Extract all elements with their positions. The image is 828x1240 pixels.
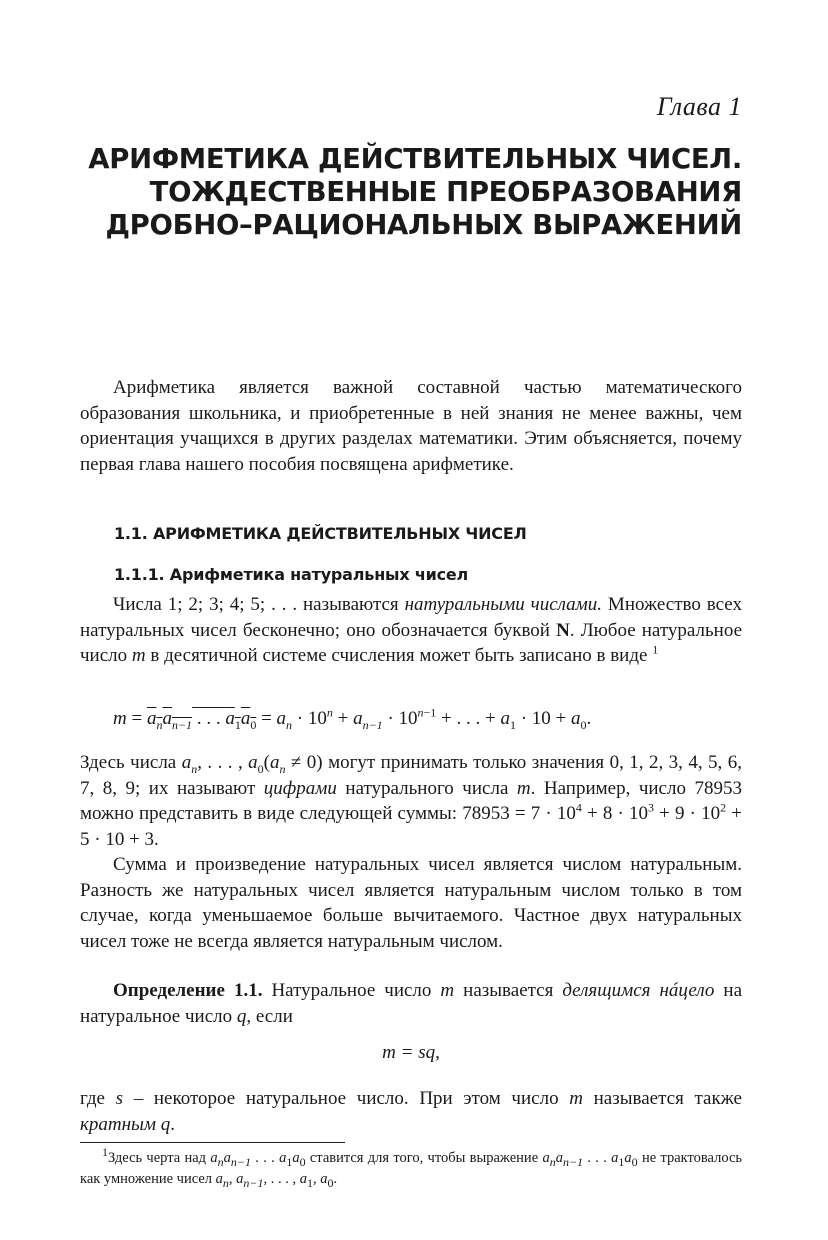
definition-label: Определение 1.1. <box>113 980 263 1001</box>
intro-paragraph: Арифметика является важной составной частью математического образования школьника, и приобретенные в ней знания не менее важны, чем ориентация учащихся в других разделах математики. Этим объясняется, почему первая глава нашего пособия посвящена арифметике. <box>80 377 742 475</box>
paragraph-digits: Здесь числа $a_n$, . . . , $a_0(a_n \ne 0)$ могут принимать только значения 0, 1, 2, 3, 4, 5, 6, 7, 8, 9; их называют цифрами натурального числа m. Например, число 78953 можно представить в виде следующей суммы: $78953 = 7 \cdot 10^4 + 8 \cdot 10^3 + 9 \cdot 10^2 + 5 \cdot 10 + 3$. <box>80 752 743 850</box>
exponent: 2 <box>720 800 727 815</box>
decimal-expansion-formula: $m = a_na_{n-1}$ . . . $a_1a_0 = a_n \cdot 10^n + a_{n-1} \cdot 10^{n-1}$ + . . . + $a_1 \cdot 10 + a_0$. <box>113 705 592 732</box>
text: , если <box>246 1005 293 1027</box>
footnote-rule <box>80 1142 345 1143</box>
text: + 5 · 10 + 3. <box>80 803 743 850</box>
set-symbol: N <box>556 619 570 641</box>
var-m: m <box>516 777 531 799</box>
text: Числа 1; 2; 3; 4; 5; . . . называются <box>113 594 405 615</box>
emphasis: кратным <box>80 1113 157 1135</box>
text: Здесь черта над <box>108 1150 211 1166</box>
chapter-label: Глава 1 <box>656 92 742 121</box>
text: на натуральное число <box>80 980 742 1027</box>
chapter-title <box>80 143 742 242</box>
text: . <box>170 1113 176 1135</box>
text: в десятичной системе счисления может быть записано в виде <box>145 645 653 666</box>
text: могут принимать только значения 0, 1, 2, 3, 4, 5, 6, 7, 8, 9; их называют <box>80 752 742 799</box>
text: – некоторое натуральное число. При этом число <box>123 1088 570 1109</box>
text: натурального числа <box>336 777 517 799</box>
paragraph-natural-numbers <box>80 592 742 669</box>
emphasis: цифрами <box>263 777 337 799</box>
text: Натуральное число <box>262 980 441 1001</box>
var-m: m <box>440 980 455 1001</box>
definition-1-1 <box>80 978 742 1029</box>
emphasis: делящимся нáцело <box>562 980 715 1001</box>
text: + 8 · 10 <box>581 803 648 824</box>
var-s: s <box>115 1088 124 1109</box>
var-q: q <box>160 1113 171 1135</box>
paragraph-multiple <box>80 1086 742 1137</box>
text: называется также <box>582 1088 742 1109</box>
subsection-heading: 1.1.1. Арифметика натуральных чисел <box>114 565 469 584</box>
footnote-number: 1 <box>102 1145 108 1160</box>
var-m: m <box>569 1088 583 1109</box>
text: Множество всех натуральных чисел бесконечно; оно обозначается буквой <box>80 594 742 641</box>
text: + 9 · 10 <box>654 803 721 824</box>
footnote: $^1$Здесь черта над $a_na_{n-1}$ . . . $a_1a_0$ ставится для того, чтобы выражение $a_na_{n-1}$ . . . $a_1a_0$ не трактовалось как умножение чисел $a_n$, $a_{n-1}$, . . . , $a_1$, $a_0$. <box>80 1145 743 1190</box>
var-q: q <box>236 1005 247 1027</box>
text: . Например, число 78953 можно представить в виде следующей суммы: 78953 = 7 · 10 <box>80 777 742 824</box>
text: . <box>333 1171 338 1187</box>
section-heading: 1.1. АРИФМЕТИКА ДЕЙСТВИТЕЛЬНЫХ ЧИСЕЛ <box>114 524 527 543</box>
text: называется <box>454 980 563 1001</box>
text: где <box>80 1088 116 1109</box>
var-m: m <box>131 645 146 666</box>
exponent: 3 <box>648 800 654 815</box>
exponent: 4 <box>575 800 582 815</box>
paragraph-operations: Сумма и произведение натуральных чисел является числом натуральным. Разность же натуральных чисел является натуральным числом только в том случае, когда уменьшаемое больше вычитаемого. Частное двух натуральных чисел тоже не всегда является натуральным числом. <box>80 854 742 952</box>
title-line-3: ДРОБНО–РАЦИОНАЛЬНЫХ ВЫРАЖЕНИЙ <box>105 209 742 241</box>
footnote-ref[interactable]: 1 <box>652 642 659 657</box>
emphasis: натуральными числами. <box>404 594 603 615</box>
text: не трактовалось как умножение чисел <box>80 1150 743 1187</box>
text: . Любое натуральное число <box>80 619 742 666</box>
title-line-1: АРИФМЕТИКА ДЕЙСТВИТЕЛЬНЫХ ЧИСЕЛ. <box>88 143 742 175</box>
text: ставится для того, чтобы выражение <box>305 1150 543 1166</box>
title-line-2: ТОЖДЕСТВЕННЫЕ ПРЕОБРАЗОВАНИЯ <box>149 176 742 208</box>
text: Здесь числа <box>80 752 182 773</box>
divisibility-formula: m = sq, <box>382 1042 440 1063</box>
